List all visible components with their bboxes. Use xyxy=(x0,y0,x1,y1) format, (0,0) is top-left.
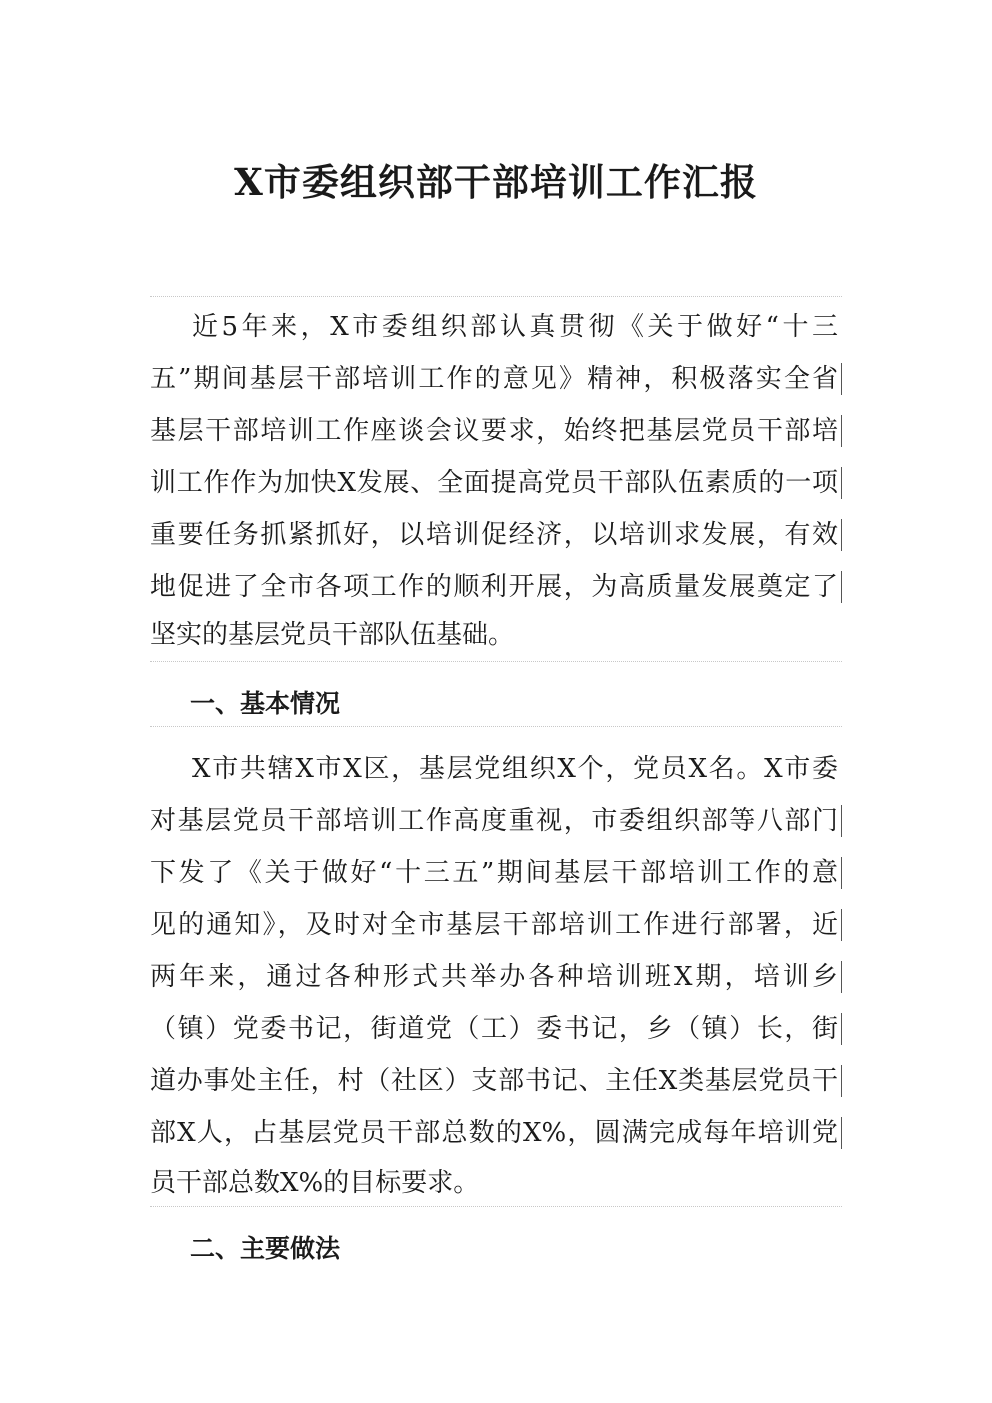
section1-line-7: 道办事处主任，村（社区）支部书记、主任X类基层党员干 xyxy=(150,1066,838,1096)
intro-line-1: 近5年来，X市委组织部认真贯彻《关于做好“十三 xyxy=(192,312,838,342)
basic-situation-paragraph xyxy=(150,726,842,1207)
section1-line-8: 部X人，占基层党员干部总数的X%，圆满完成每年培训党 xyxy=(150,1118,838,1148)
intro-line-6: 地促进了全市各项工作的顺利开展，为高质量发展奠定了 xyxy=(150,572,838,602)
section1-line-6: （镇）党委书记，街道党（工）委书记，乡（镇）长，街 xyxy=(150,1014,838,1044)
intro-line-4: 训工作作为加快X发展、全面提高党员干部队伍素质的一项 xyxy=(150,468,838,498)
section1-line-5: 两年来，通过各种形式共举办各种培训班X期，培训乡 xyxy=(150,962,838,992)
section1-line-3: 下发了《关于做好“十三五”期间基层干部培训工作的意 xyxy=(150,858,838,888)
section1-line-2: 对基层党员干部培训工作高度重视，市委组织部等八部门 xyxy=(150,806,838,836)
intro-paragraph xyxy=(150,296,842,662)
intro-line-2: 五”期间基层干部培训工作的意见》精神，积极落实全省 xyxy=(150,364,838,394)
section-heading-basic-situation: 一、基本情况 xyxy=(190,689,341,718)
document-title: X市委组织部干部培训工作汇报 xyxy=(234,160,758,204)
section1-line-1: X市共辖X市X区，基层党组织X个，党员X名。X市委 xyxy=(192,754,838,784)
intro-line-5: 重要任务抓紧抓好，以培训促经济，以培训求发展，有效 xyxy=(150,520,838,550)
section1-line-4: 见的通知》，及时对全市基层干部培训工作进行部署，近 xyxy=(150,910,838,940)
section1-line-9: 员干部总数X%的目标要求。 xyxy=(150,1168,480,1198)
intro-line-7: 坚实的基层党员干部队伍基础。 xyxy=(150,620,515,650)
section-heading-main-practices: 二、主要做法 xyxy=(190,1234,341,1263)
intro-line-3: 基层干部培训工作座谈会议要求，始终把基层党员干部培 xyxy=(150,416,838,446)
